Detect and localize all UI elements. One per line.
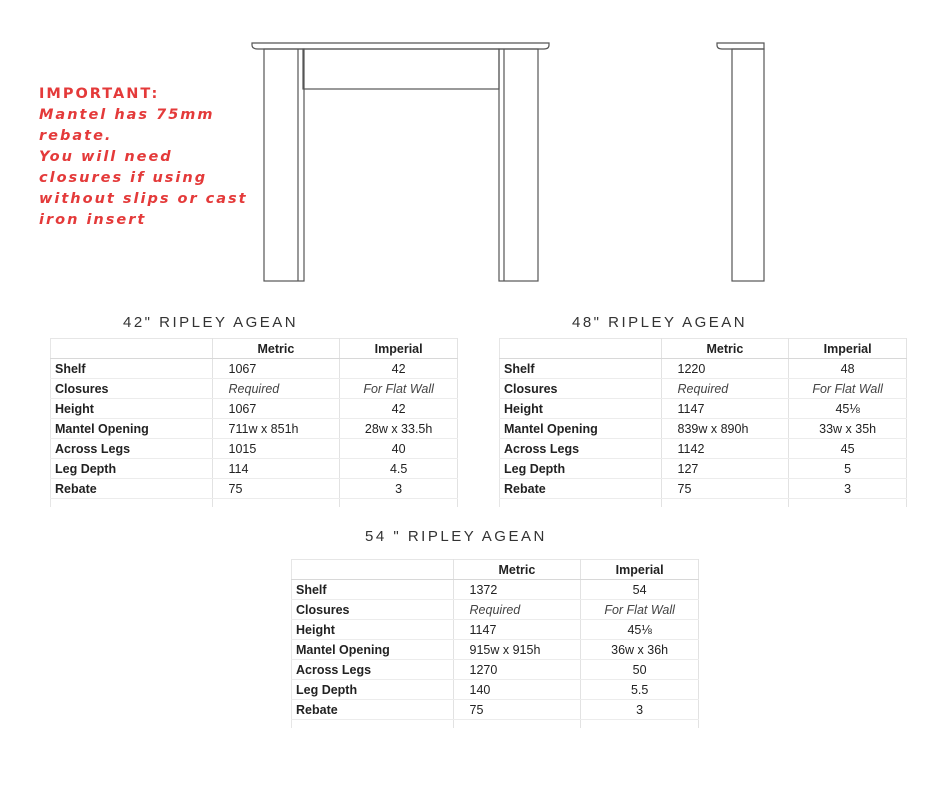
imperial-value: 5 (789, 459, 907, 479)
imperial-value: 50 (581, 660, 699, 680)
imperial-value: 45⅛ (581, 620, 699, 640)
metric-value: 1147 (453, 620, 581, 640)
table-row (292, 600, 699, 620)
metric-value: 915w x 915h (453, 640, 581, 660)
table-row (51, 379, 458, 399)
metric-value: 114 (212, 459, 340, 479)
metric-value: Required (453, 600, 581, 620)
table-row (292, 640, 699, 660)
row-label: Mantel Opening (51, 419, 213, 439)
table-row (51, 479, 458, 499)
row-label: Closures (500, 379, 662, 399)
table-row (292, 620, 699, 640)
imperial-value: For Flat Wall (340, 379, 458, 399)
imperial-value: 42 (340, 399, 458, 419)
metric-value: 140 (453, 680, 581, 700)
table-row (292, 680, 699, 700)
imperial-value: 36w x 36h (581, 640, 699, 660)
row-label: Across Legs (292, 660, 454, 680)
metric-value: 1220 (661, 359, 789, 379)
table-row (500, 439, 907, 459)
metric-value: 1067 (212, 399, 340, 419)
row-label: Rebate (292, 700, 454, 720)
header-cell (51, 339, 213, 359)
metric-value: 1372 (453, 580, 581, 600)
side-shelf (717, 43, 764, 49)
spec-table-54 (291, 559, 699, 728)
important-notice (39, 84, 259, 231)
header-cell: Metric (453, 560, 581, 580)
imperial-value: For Flat Wall (789, 379, 907, 399)
metric-value: 75 (661, 479, 789, 499)
imperial-value: 3 (340, 479, 458, 499)
row-label: Shelf (292, 580, 454, 600)
table-row (292, 580, 699, 600)
header-cell: Imperial (340, 339, 458, 359)
table-row (292, 660, 699, 680)
imperial-value: 33w x 35h (789, 419, 907, 439)
header-cell (292, 560, 454, 580)
notice-line: closures if using (39, 170, 208, 186)
row-label: Rebate (51, 479, 213, 499)
metric-value: Required (212, 379, 340, 399)
row-label: Leg Depth (500, 459, 662, 479)
table-spacer-row (500, 499, 907, 508)
metric-value: 711w x 851h (212, 419, 340, 439)
row-label: Rebate (500, 479, 662, 499)
table-row (500, 419, 907, 439)
row-label: Closures (51, 379, 213, 399)
table-title-42: 42" RIPLEY AGEAN (123, 314, 299, 331)
table-row (500, 359, 907, 379)
table-row (51, 359, 458, 379)
spec-table-48 (499, 338, 907, 507)
row-label: Height (500, 399, 662, 419)
metric-value: 1142 (661, 439, 789, 459)
imperial-value: 3 (789, 479, 907, 499)
metric-value: 1015 (212, 439, 340, 459)
front-shelf (252, 43, 549, 49)
imperial-value: 45⅛ (789, 399, 907, 419)
side-leg (732, 49, 764, 281)
header-cell: Imperial (581, 560, 699, 580)
row-label: Leg Depth (292, 680, 454, 700)
table-title-48: 48" RIPLEY AGEAN (572, 314, 748, 331)
imperial-value: 42 (340, 359, 458, 379)
metric-value: 1270 (453, 660, 581, 680)
metric-value: 127 (661, 459, 789, 479)
metric-value: 1147 (661, 399, 789, 419)
table-row (500, 479, 907, 499)
row-label: Shelf (500, 359, 662, 379)
table-spacer-row (51, 499, 458, 508)
imperial-value: 45 (789, 439, 907, 459)
table-row (500, 379, 907, 399)
front-frieze (303, 49, 499, 89)
notice-line: without slips or cast (39, 191, 248, 207)
metric-value: 1067 (212, 359, 340, 379)
row-label: Shelf (51, 359, 213, 379)
front-right-leg (499, 49, 538, 281)
imperial-value: 48 (789, 359, 907, 379)
table-spacer-row (292, 720, 699, 729)
imperial-value: 54 (581, 580, 699, 600)
table-row (292, 700, 699, 720)
notice-line: You will need (39, 149, 173, 165)
metric-value: 75 (453, 700, 581, 720)
row-label: Mantel Opening (500, 419, 662, 439)
row-label: Across Legs (51, 439, 213, 459)
row-label: Closures (292, 600, 454, 620)
table-row (500, 459, 907, 479)
imperial-value: 4.5 (340, 459, 458, 479)
notice-line: iron insert (39, 212, 147, 228)
table-title-54: 54 " RIPLEY AGEAN (365, 528, 547, 545)
notice-heading: IMPORTANT: (39, 86, 160, 102)
notice-line: Mantel has 75mm (39, 107, 215, 123)
notice-line: rebate. (39, 128, 113, 144)
imperial-value: For Flat Wall (581, 600, 699, 620)
row-label: Leg Depth (51, 459, 213, 479)
metric-value: Required (661, 379, 789, 399)
header-cell (500, 339, 662, 359)
row-label: Height (51, 399, 213, 419)
table-row (51, 399, 458, 419)
imperial-value: 28w x 33.5h (340, 419, 458, 439)
row-label: Across Legs (500, 439, 662, 459)
metric-value: 75 (212, 479, 340, 499)
header-cell: Metric (212, 339, 340, 359)
header-cell: Metric (661, 339, 789, 359)
row-label: Height (292, 620, 454, 640)
imperial-value: 5.5 (581, 680, 699, 700)
table-row (51, 459, 458, 479)
spec-table-42 (50, 338, 458, 507)
header-cell: Imperial (789, 339, 907, 359)
table-row (51, 439, 458, 459)
table-row (51, 419, 458, 439)
metric-value: 839w x 890h (661, 419, 789, 439)
imperial-value: 40 (340, 439, 458, 459)
row-label: Mantel Opening (292, 640, 454, 660)
imperial-value: 3 (581, 700, 699, 720)
table-row (500, 399, 907, 419)
